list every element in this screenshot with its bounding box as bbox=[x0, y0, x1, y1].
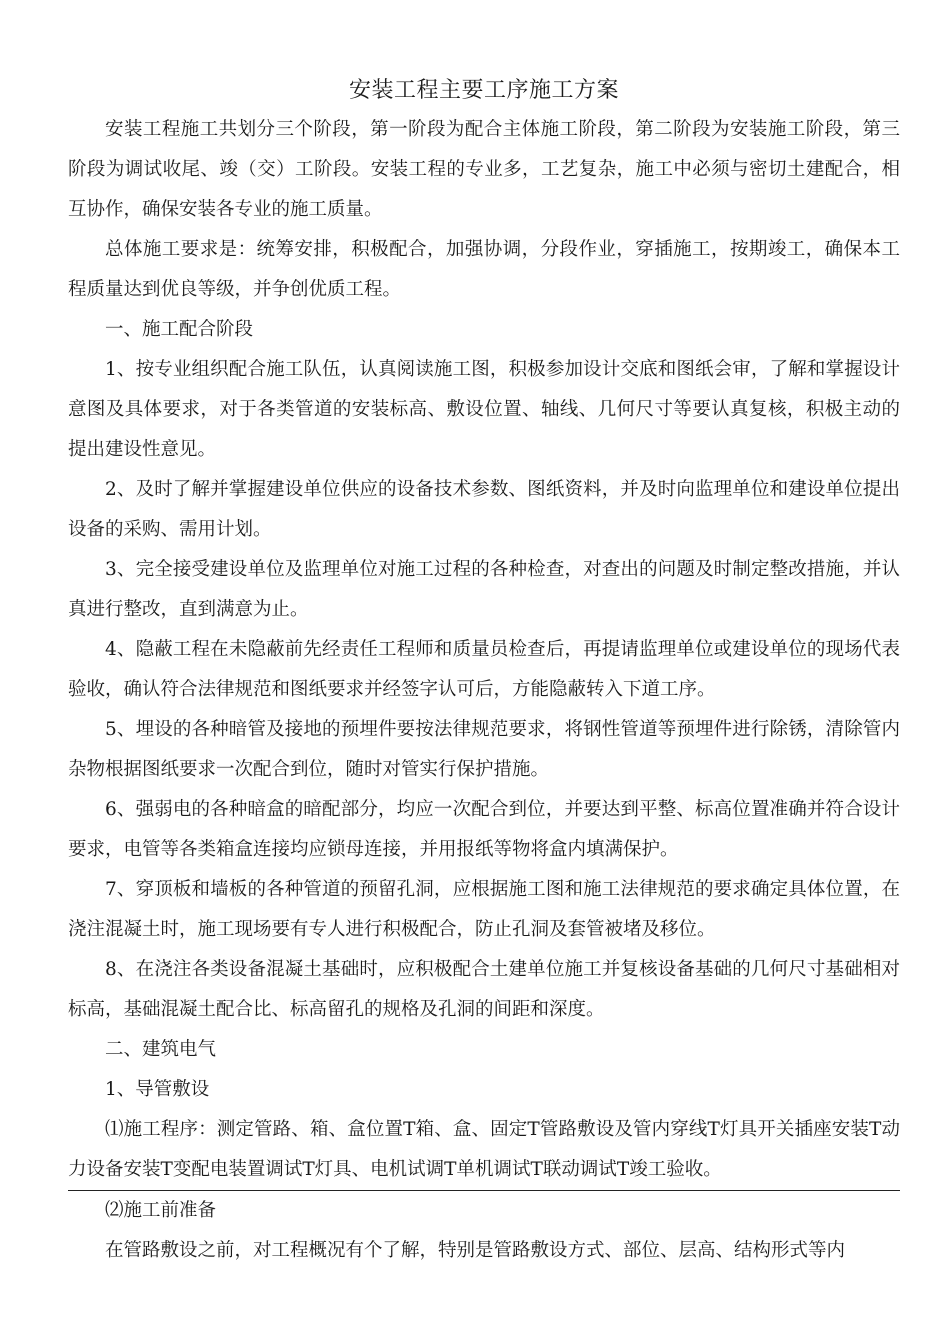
paragraph-item-4: 4、隐蔽工程在未隐蔽前先经责任工程师和质量员检查后，再提请监理单位或建设单位的现场代表验收，确认符合法律规范和图纸要求并经签字认可后，方能隐蔽转入下道工序。 bbox=[68, 639, 900, 700]
document-title: 安装工程主要工序施工方案 bbox=[348, 78, 619, 103]
paragraph-overall-requirements: 总体施工要求是：统筹安排，积极配合，加强协调，分段作业，穿插施工，按期竣工，确保本工程质量达到优良等级，并争创优质工程。 bbox=[68, 239, 900, 300]
document-page bbox=[68, 72, 900, 1271]
section-heading-building-electrical: 二、建筑电气 bbox=[105, 1039, 217, 1060]
paragraph-item-7: 7、穿顶板和墙板的各种管道的预留孔洞，应根据施工图和施工法律规范的要求确定具体位置，在浇注混凝土时，施工现场要有专人进行积极配合，防止孔洞及套管被堵及移位。 bbox=[68, 879, 900, 940]
section-heading-coordination-stage: 一、施工配合阶段 bbox=[105, 319, 254, 340]
paragraph-construction-procedure: ⑴施工程序：测定管路、箱、盒位置T箱、盒、固定T管路敷设及管内穿线T灯具开关插座安装T动力设备安装T变配电装置调试T灯具、电机试调T单机调试T联动调试T竣工验收。 bbox=[68, 1119, 900, 1180]
paragraph-item-2: 2、及时了解并掌握建设单位供应的设备技术参数、图纸资料，并及时向监理单位和建设单位提出设备的采购、需用计划。 bbox=[68, 479, 900, 540]
paragraph-item-8: 8、在浇注各类设备混凝土基础时，应积极配合土建单位施工并复核设备基础的几何尺寸基础相对标高，基础混凝土配合比、标高留孔的规格及孔洞的间距和深度。 bbox=[68, 959, 900, 1020]
paragraph-preparation-text: 在管路敷设之前，对工程概况有个了解，特别是管路敷设方式、部位、层高、结构形式等内 bbox=[105, 1240, 846, 1261]
paragraph-item-5: 5、埋设的各种暗管及接地的预埋件要按法律规范要求，将钢性管道等预埋件进行除锈，清除管内杂物根据图纸要求一次配合到位，随时对管实行保护措施。 bbox=[68, 719, 900, 780]
paragraph-item-3: 3、完全接受建设单位及监理单位对施工过程的各种检查，对查出的问题及时制定整改措施，并认真进行整改，直到满意为止。 bbox=[68, 559, 900, 620]
paragraph-item-1: 1、按专业组织配合施工队伍，认真阅读施工图，积极参加设计交底和图纸会审，了解和掌握设计意图及具体要求，对于各类管道的安装标高、敷设位置、轴线、几何尺寸等要认真复核，积极主动的提出建设性意见。 bbox=[68, 359, 900, 460]
subsection-heading-preparation: ⑵施工前准备 bbox=[105, 1200, 217, 1221]
paragraph-intro: 安装工程施工共划分三个阶段，第一阶段为配合主体施工阶段，第二阶段为安装施工阶段，第三阶段为调试收尾、竣（交）工阶段。安装工程的专业多，工艺复杂，施工中必须与密切土建配合，相互协作，确保安装各专业的施工质量。 bbox=[68, 119, 900, 220]
subsection-heading-conduit-laying: 1、导管敷设 bbox=[105, 1079, 210, 1100]
paragraph-item-6: 6、强弱电的各种暗盒的暗配部分，均应一次配合到位，并要达到平整、标高位置准确并符合设计要求，电管等各类箱盒连接均应锁母连接，并用报纸等物将盒内填满保护。 bbox=[68, 799, 900, 860]
